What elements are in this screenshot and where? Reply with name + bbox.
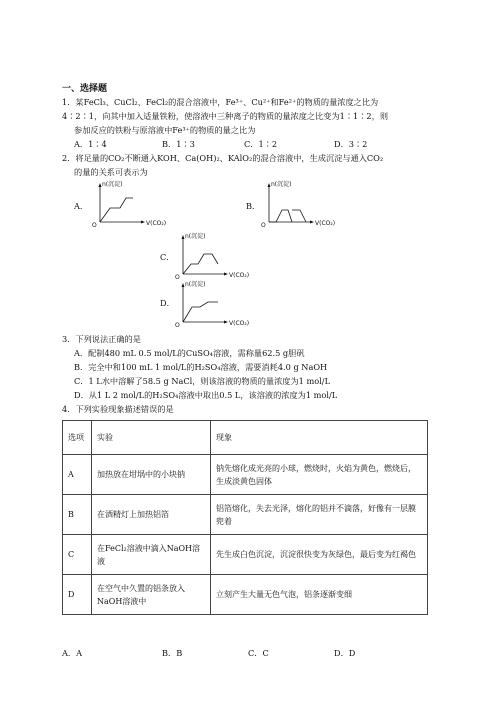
row-phenomenon: 立刻产生大量无色气泡，铝条逐渐变细	[211, 575, 428, 615]
row-experiment: 在空气中久置的铝条放入NaOH溶液中	[92, 575, 211, 615]
header-phenomenon: 现象	[211, 421, 428, 455]
q2-graph-c	[176, 234, 256, 284]
q1-line1: 1．某FeCl₃、CuCl₂、FeCl₂的混合溶液中，Fe³⁺、Cu²⁺和Fe²⁺的物质的量浓度之比为	[62, 97, 379, 107]
q2-graph-b-origin: O	[261, 222, 266, 229]
q2-option-a-label: A．	[74, 201, 89, 211]
table-row	[63, 535, 428, 575]
q4-option-c: C．C	[248, 648, 269, 658]
row-option: C	[63, 535, 92, 575]
q3-option-b: B．完全中和100 mL 1 mol/L的H₂SO₄溶液，需要消耗4.0 g NaOH	[74, 362, 328, 372]
q2-graph-a	[93, 182, 173, 232]
q2-line1: 2．将足量的CO₂不断通入KOH、Ca(OH)₂、KAlO₂的混合溶液中，生成沉淀与通入CO₂	[62, 153, 384, 163]
q3-option-d: D．从1 L 2 mol/L的H₂SO₄溶液中取出0.5 L，该溶液的浓度为1 mol/L	[74, 390, 338, 400]
row-experiment: 加热放在坩埚中的小块钠	[92, 455, 211, 495]
table-row	[63, 455, 428, 495]
q2-graph-a-xlabel: V(CO₂)	[146, 220, 167, 227]
q1-line2: 4∶2∶1，向其中加入适量铁粉，使溶液中三种离子的物质的量浓度之比变为1∶1∶2，则	[62, 111, 389, 121]
row-option: A	[63, 455, 92, 495]
q4-option-a: A．A	[62, 648, 83, 658]
q3-option-a: A．配制480 mL 0.5 mol/L的CuSO₄溶液，需称量62.5 g胆矾	[74, 348, 305, 358]
q2-graph-d-origin: O	[175, 322, 180, 329]
q2-line2: 的量的关系可表示为	[74, 167, 148, 177]
row-option: B	[63, 495, 92, 535]
q2-graph-c-ylabel: n(沉淀)	[185, 233, 206, 240]
table-row	[63, 575, 428, 615]
q2-option-b-label: B．	[246, 201, 261, 211]
q3-stem: 3．下列说法正确的是	[62, 334, 141, 344]
q2-graph-d-ylabel: n(沉淀)	[185, 281, 206, 288]
q4-stem: 4．下列实验现象描述错误的是	[62, 404, 174, 414]
table-header-row	[63, 421, 428, 455]
row-option: D	[63, 575, 92, 615]
q1-option-d: D．3∶2	[334, 139, 368, 149]
header-experiment: 实验	[92, 421, 211, 455]
q2-graph-d	[176, 282, 256, 332]
row-phenomenon: 铝箔熔化，失去光泽，熔化的铝并不滴落，好像有一层膜兜着	[211, 495, 428, 535]
table-row	[63, 495, 428, 535]
q2-graph-a-origin: O	[92, 222, 97, 229]
row-phenomenon: 钠先熔化成光亮的小球，燃烧时，火焰为黄色，燃烧后，生成淡黄色固体	[211, 455, 428, 495]
q2-graph-a-ylabel: n(沉淀)	[102, 181, 123, 188]
q4-table	[62, 420, 428, 615]
q4-option-d: D．D	[334, 648, 356, 658]
section-title: 一、选择题	[62, 84, 108, 94]
row-experiment: 在酒精灯上加热铝箔	[92, 495, 211, 535]
q1-option-a: A．1∶4	[74, 139, 107, 149]
q1-line3: 参加反应的铁粉与原溶液中Fe³⁺的物质的量之比为	[74, 125, 256, 135]
q1-option-c: C．1∶2	[244, 139, 278, 149]
row-phenomenon: 先生成白色沉淀，沉淀很快变为灰绿色，最后变为红褐色	[211, 535, 428, 575]
q4-option-b: B．B	[162, 648, 183, 658]
q2-graph-d-xlabel: V(CO₂)	[229, 320, 250, 327]
q2-option-d-label: D．	[160, 298, 175, 308]
q2-graph-b	[262, 182, 342, 232]
row-experiment: 在FeCl₂溶液中滴入NaOH溶液	[92, 535, 211, 575]
header-option: 选项	[63, 421, 92, 455]
q2-graph-b-xlabel: V(CO₂)	[315, 220, 336, 227]
q2-graph-c-origin: O	[175, 274, 180, 281]
q2-graph-b-ylabel: n(沉淀)	[271, 181, 292, 188]
q3-option-c: C．1 L水中溶解了58.5 g NaCl，则该溶液的物质的量浓度为1 mol/L	[74, 376, 330, 386]
q2-option-c-label: C．	[160, 252, 175, 262]
q2-graph-c-xlabel: V(CO₂)	[229, 272, 250, 279]
q1-option-b: B．1∶3	[162, 139, 195, 149]
